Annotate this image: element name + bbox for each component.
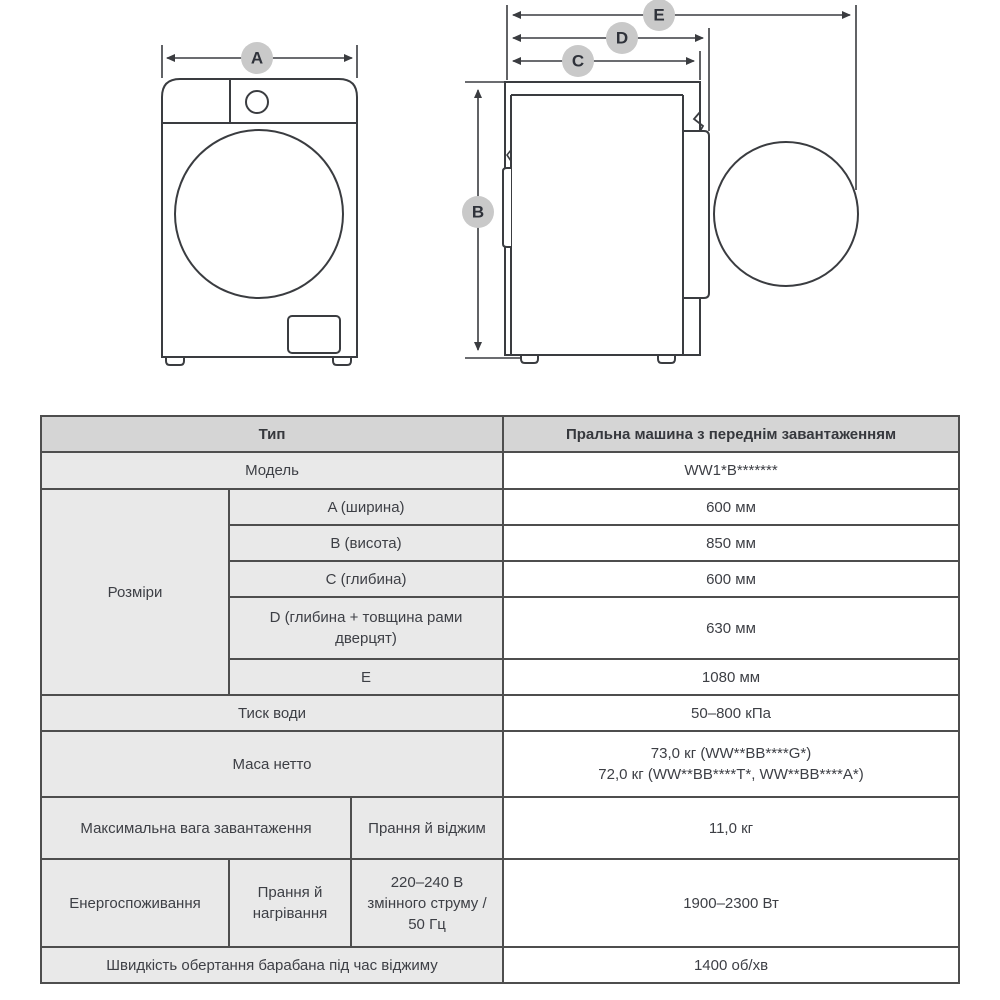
table-row-spin-speed	[41, 947, 959, 983]
power-label: Енергоспоживання	[41, 859, 229, 947]
spin-speed-value: 1400 об/хв	[503, 947, 959, 983]
dim-b-name: B (висота)	[229, 525, 503, 561]
side-open-door-circle	[714, 142, 858, 286]
water-pressure-label: Тиск води	[41, 695, 503, 731]
water-pressure-value: 50–800 кПа	[503, 695, 959, 731]
side-body-outline	[505, 82, 700, 355]
dim-e-name: E	[229, 659, 503, 695]
power-value: 1900–2300 Вт	[503, 859, 959, 947]
max-load-value: 11,0 кг	[503, 797, 959, 859]
type-value: Пральна машина з переднім завантаженням	[503, 416, 959, 452]
table-row-model	[41, 452, 959, 489]
table-row-max-load	[41, 797, 959, 859]
dimension-e-label: E	[653, 5, 665, 25]
table-row-type	[41, 416, 959, 452]
side-door-frame	[683, 131, 709, 298]
max-load-sub: Прання й віджим	[351, 797, 503, 859]
dim-c-value: 600 мм	[503, 561, 959, 597]
model-label: Модель	[41, 452, 503, 489]
front-right-foot	[333, 357, 351, 365]
net-weight-value	[503, 731, 959, 797]
dimension-d-label: D	[615, 28, 629, 48]
dim-a-value: 600 мм	[503, 489, 959, 525]
dimensions-group-label: Розміри	[41, 489, 229, 695]
power-sub1: Прання й нагрівання	[229, 859, 351, 947]
model-value: WW1*B*******	[503, 452, 959, 489]
table-row-net-weight	[41, 731, 959, 797]
dim-b-value: 850 мм	[503, 525, 959, 561]
table-row-power	[41, 859, 959, 947]
dimension-diagram-svg	[0, 0, 1000, 412]
power-sub2: 220–240 В змінного струму / 50 Гц	[351, 859, 503, 947]
table-row-dim-a	[41, 489, 959, 525]
dimension-b-label: B	[471, 202, 485, 222]
type-label: Тип	[41, 416, 503, 452]
dimension-diagrams	[0, 0, 1000, 412]
dim-e-value: 1080 мм	[503, 659, 959, 695]
dimension-a-label: A	[250, 48, 264, 68]
dim-c-name: C (глибина)	[229, 561, 503, 597]
net-weight-line2: 72,0 кг (WW**BB****T*, WW**BB****A*)	[598, 766, 864, 783]
dimension-c-label: C	[571, 51, 585, 71]
side-view-diagram	[462, 0, 858, 363]
table-row-water-pressure	[41, 695, 959, 731]
dim-d-name: D (глибина + товщина рами дверцят)	[229, 597, 503, 659]
side-left-foot	[521, 355, 538, 363]
front-left-foot	[166, 357, 184, 365]
dim-a-name: A (ширина)	[229, 489, 503, 525]
front-view-diagram	[162, 42, 357, 365]
net-weight-line1: 73,0 кг (WW**BB****G*)	[650, 745, 812, 762]
side-right-foot	[658, 355, 675, 363]
max-load-label: Максимальна вага завантаження	[41, 797, 351, 859]
side-back-bump	[503, 168, 511, 247]
dim-d-value: 630 мм	[503, 597, 959, 659]
net-weight-label: Маса нетто	[41, 731, 503, 797]
spin-speed-label: Швидкість обертання барабана під час віджиму	[41, 947, 503, 983]
spec-table	[40, 415, 960, 984]
